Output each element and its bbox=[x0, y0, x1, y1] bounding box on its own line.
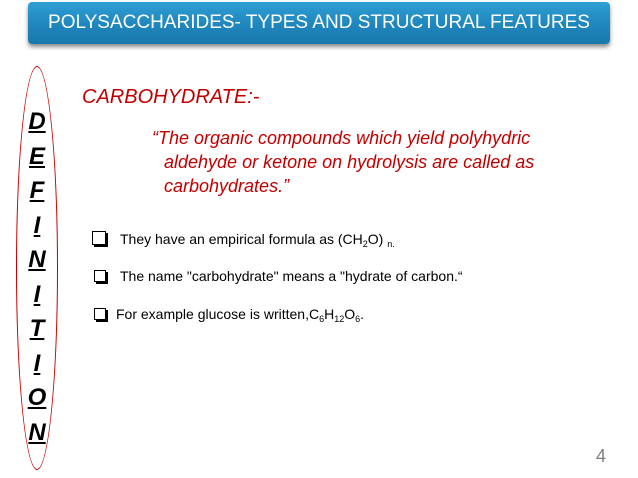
checkbox-bullet-icon bbox=[94, 308, 106, 320]
side-letter: N bbox=[28, 418, 46, 446]
checkbox-bullet-icon bbox=[92, 231, 106, 245]
page-number: 4 bbox=[595, 446, 606, 466]
side-letter: E bbox=[28, 142, 45, 170]
bullet-empirical-formula bbox=[92, 230, 395, 249]
side-letter: T bbox=[29, 315, 45, 342]
bullet-text: For example glucose is $written,C_6H_{12}O_6$. bbox=[116, 306, 365, 324]
definition-line: aldehyde or ketone on hydrolysis are called as bbox=[164, 152, 535, 172]
section-heading: CARBOHYDRATE:- bbox=[82, 86, 260, 108]
bullet-carbohydrate-name bbox=[94, 268, 463, 284]
side-letter: F bbox=[29, 177, 45, 204]
side-letter: I bbox=[33, 211, 41, 239]
side-letter: O bbox=[27, 384, 47, 411]
definition-quote bbox=[152, 126, 592, 198]
bullet-text: They have an empirical formula as $(CH_2O)$ $_{n.}$ bbox=[120, 231, 395, 249]
definition-line: “The organic compounds which yield polyhydric bbox=[152, 128, 531, 148]
bullet-glucose-example bbox=[94, 306, 364, 324]
side-letter: N bbox=[28, 246, 46, 273]
bullet-text: The name "carbohydrate" means a "hydrate of carbon.“ bbox=[120, 268, 463, 284]
side-letter: I bbox=[33, 349, 41, 377]
definition-vertical-word bbox=[16, 105, 58, 450]
side-letter: I bbox=[33, 280, 41, 308]
side-letter: D bbox=[28, 108, 46, 135]
checkbox-bullet-icon bbox=[94, 270, 106, 282]
slide-title: POLYSACCHARIDES- TYPES AND STRUCTURAL FEATURES bbox=[28, 2, 610, 44]
definition-line: carbohydrates.” bbox=[164, 176, 290, 196]
